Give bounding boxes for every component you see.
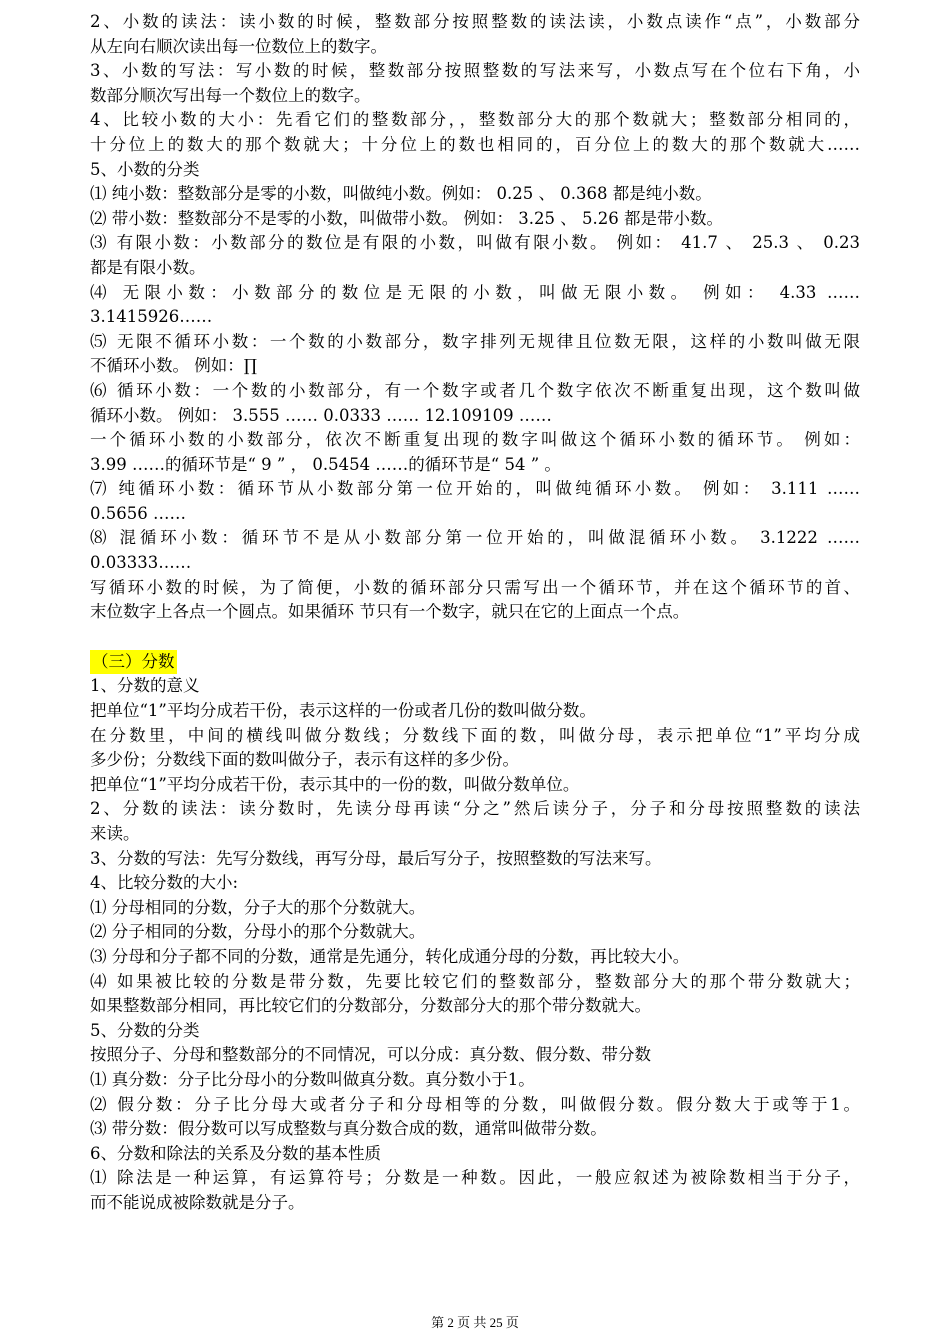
- text-line: 来读。: [90, 824, 140, 843]
- section-heading: （三）分数: [90, 650, 177, 675]
- text-line: 循环小数。 例如： 3.555 …… 0.0333 …… 12.109109 ……: [90, 405, 552, 425]
- text-line: 2、分数的读法：读分数时，先读分母再读“分之”然后读分子，分子和分母按照整数的读法: [90, 799, 860, 819]
- text-line: 1、分数的意义: [90, 676, 200, 696]
- text-line: 0.5656 ……: [90, 503, 186, 523]
- text-line: 而不能说成被除数就是分子。: [90, 1192, 305, 1212]
- text-line: ⑶ 带分数：假分数可以写成整数与真分数合成的数，通常叫做带分数。: [90, 1119, 607, 1139]
- text-line: ⑶ 分母和分子都不同的分数，通常是先通分，转化成通分母的分数，再比较大小。: [90, 946, 690, 966]
- text-line: ⑴ 纯小数：整数部分是零的小数，叫做纯小数。例如： 0.25 、 0.368 都是纯小数。: [90, 184, 712, 204]
- text-line: ⑷ 如果被比较的分数是带分数，先要比较它们的整数部分，整数部分大的那个带分数就大；: [90, 971, 860, 991]
- text-line: 3、小数的写法：写小数的时候，整数部分按照整数的写法来写，小数点写在个位右下角，小: [90, 61, 860, 81]
- text-line: 3.99 ……的循环节是“ 9 ” ， 0.5454 ……的循环节是“ 54 ” 。: [90, 454, 561, 474]
- text-line: ⑵ 假分数：分子比分母大或者分子和分母相等的分数，叫做假分数。假分数大于或等于1。: [90, 1094, 860, 1114]
- text-line: ⑴ 除法是一种运算，有运算符号；分数是一种数。因此，一般应叙述为被除数相当于分子，: [90, 1168, 860, 1188]
- text-line: 在分数里，中间的横线叫做分数线；分数线下面的数，叫做分母，表示把单位“1”平均分成: [90, 725, 860, 745]
- text-line: ⑴ 真分数：分子比分母小的分数叫做真分数。真分数小于1。: [90, 1069, 535, 1089]
- blank-line: [90, 625, 860, 650]
- text-line: 写循环小数的时候，为了简便，小数的循环部分只需写出一个循环节，并在这个循环节的首、: [90, 577, 860, 597]
- document-body: [90, 10, 860, 1216]
- text-line: ⑶ 有限小数：小数部分的数位是有限的小数，叫做有限小数。 例如： 41.7 、 25.3 、 0.23: [90, 233, 860, 253]
- text-line: ⑻ 混循环小数：循环节不是从小数部分第一位开始的，叫做混循环小数。 3.1222 ……: [90, 528, 860, 548]
- text-line: ⑹ 循环小数：一个数的小数部分，有一个数字或者几个数字依次不断重复出现，这个数叫做: [90, 380, 860, 400]
- text-line: ⑴ 分母相同的分数，分子大的那个分数就大。: [90, 897, 426, 917]
- page-footer: 第 2 页 共 25 页: [431, 1315, 519, 1330]
- text-line: 末位数字上各点一个圆点。如果循环 节只有一个数字，就只在它的上面点一个点。: [90, 602, 690, 622]
- text-line: ⑵ 分子相同的分数，分母小的那个分数就大。: [90, 922, 426, 942]
- text-line: 不循环小数。 例如：∏: [90, 356, 257, 376]
- text-line: 从左向右顺次读出每一位数位上的数字。: [90, 36, 387, 56]
- text-line: 把单位“1”平均分成若干份，表示这样的一份或者几份的数叫做分数。: [90, 701, 596, 721]
- text-line: ⑵ 带小数：整数部分不是零的小数，叫做带小数。 例如： 3.25 、 5.26 都是带小数。: [90, 208, 723, 228]
- text-line: 4、比较小数的大小：先看它们的整数部分，，整数部分大的那个数就大；整数部分相同的，: [90, 110, 860, 130]
- text-line: 按照分子、分母和整数部分的不同情况，可以分成：真分数、假分数、带分数: [90, 1045, 651, 1065]
- text-line: 如果整数部分相同，再比较它们的分数部分，分数部分大的那个带分数就大。: [90, 996, 651, 1016]
- text-line: 3.1415926……: [90, 307, 213, 327]
- text-line: 3、分数的写法：先写分数线，再写分母，最后写分子，按照整数的写法来写。: [90, 848, 662, 868]
- text-line: 6、分数和除法的关系及分数的基本性质: [90, 1143, 381, 1163]
- text-line: 0.03333……: [90, 553, 192, 573]
- text-line: 十分位上的数大的那个数就大；十分位上的数也相同的，百分位上的数大的那个数就大……: [90, 134, 860, 154]
- text-line: ⑷ 无限小数：小数部分的数位是无限的小数，叫做无限小数。 例如： 4.33 ……: [90, 282, 860, 302]
- text-line: 2、小数的读法：读小数的时候，整数部分按照整数的读法读，小数点读作“点”，小数部分: [90, 12, 860, 31]
- text-line: 都是有限小数。: [90, 257, 206, 277]
- text-line: 4、比较分数的大小:: [90, 873, 239, 893]
- section-heading-row: [90, 650, 860, 675]
- text-line: ⑸ 无限不循环小数：一个数的小数部分，数字排列无规律且位数无限，这样的小数叫做无限: [90, 331, 860, 351]
- text-line: ⑺ 纯循环小数：循环节从小数部分第一位开始的，叫做纯循环小数。 例如： 3.111 ……: [90, 479, 860, 499]
- text-line: 5、小数的分类: [90, 159, 200, 179]
- text-line: 多少份；分数线下面的数叫做分子，表示有这样的多少份。: [90, 750, 519, 770]
- text-line: 把单位“1”平均分成若干份，表示其中的一份的数，叫做分数单位。: [90, 774, 580, 794]
- text-line: 5、分数的分类: [90, 1020, 200, 1040]
- text-line: 一个循环小数的小数部分，依次不断重复出现的数字叫做这个循环小数的循环节。 例如：: [90, 430, 860, 450]
- text-line: 数部分顺次写出每一个数位上的数字。: [90, 85, 371, 105]
